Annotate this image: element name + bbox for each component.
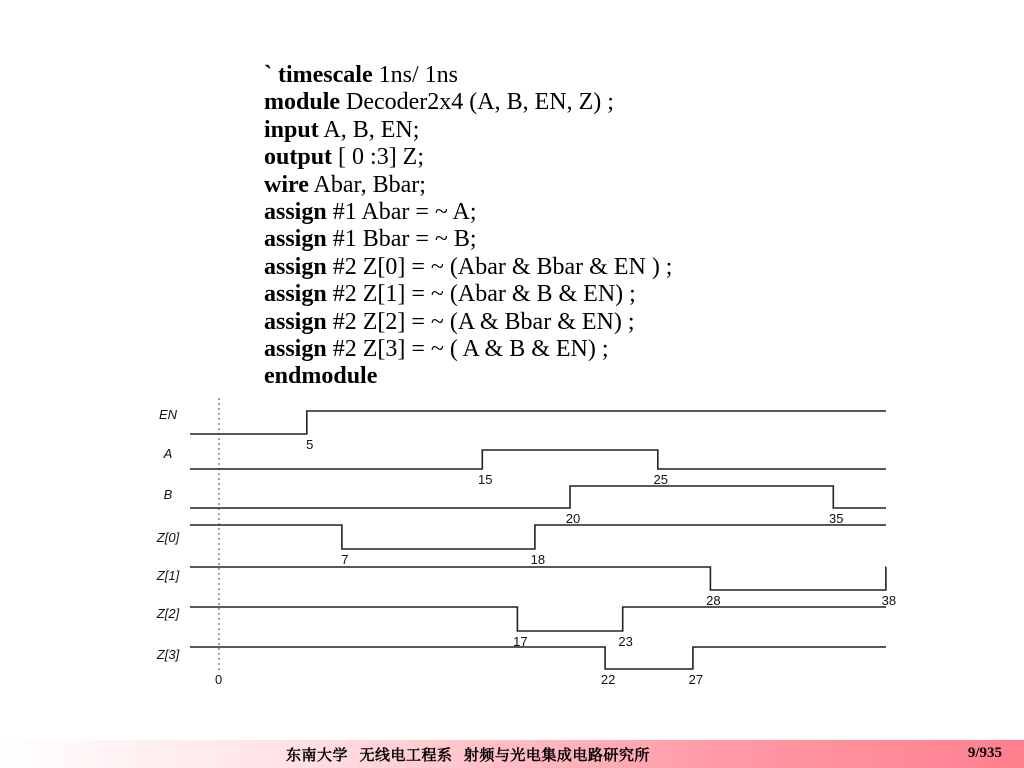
transition-time-label: 17 [513,634,528,649]
code-keyword: wire [264,171,309,198]
code-keyword: endmodule [264,363,378,390]
code-keyword: assign [264,281,327,308]
code-text: #2 Z[2] = ~ (A & Bbar & EN) ; [326,308,635,335]
code-text: #2 Z[1] = ~ (Abar & B & EN) ; [326,281,636,308]
code-text: #1 Abar = ~ A; [326,198,477,225]
code-text: Decoder2x4 (A, B, EN, Z) ; [340,89,614,116]
signal-label: B [163,487,173,502]
code-text: 1ns/ 1ns [372,62,458,88]
transition-time-label: 18 [530,552,546,567]
code-keyword: assign [264,253,327,280]
signal-label: Z[3] [156,647,180,662]
waveform-z2 [190,607,886,631]
code-keyword: assign [264,198,327,225]
code-keyword: assign [264,335,327,362]
code-text: A, B, EN; [318,116,420,143]
signal-label: A [163,446,173,461]
transition-time-label: 7 [341,552,349,567]
transition-time-label: 15 [478,472,493,487]
code-text: #1 Bbar = ~ B; [326,226,477,253]
signal-label: Z[1] [156,568,180,583]
waveform-b [190,486,886,508]
code-text: [ 0 :3] Z; [332,144,425,171]
transition-time-label: 20 [565,511,581,526]
transition-time-label: 25 [653,472,668,487]
transition-time-label: 38 [881,593,897,608]
code-keyword: module [264,89,341,116]
waveform-z3 [190,647,886,669]
code-keyword: ` timescale [264,62,373,88]
code-text: Abar, Bbar; [308,171,426,198]
transition-time-label: 5 [306,437,314,452]
page-number: 9/935 [967,745,1002,761]
time-zero-label: 0 [215,672,223,687]
signal-label: EN [158,407,178,422]
code-keyword: assign [264,308,327,335]
code-text: #2 Z[3] = ~ ( A & B & EN) ; [326,335,609,362]
transition-time-label: 35 [829,511,844,526]
signal-label: Z[2] [156,606,180,621]
code-keyword: output [264,144,333,171]
footer-bar [0,740,1024,768]
waveform-en [190,411,886,434]
waveform-a [190,450,886,469]
transition-time-label: 27 [688,672,704,687]
transition-time-label: 28 [706,593,721,608]
code-text: #2 Z[0] = ~ (Abar & Bbar & EN ) ; [326,253,673,280]
transition-time-label: 22 [600,672,616,687]
footer-title: 东南大学 无线电工程系 射频与光电集成电路研究所 [286,746,650,764]
waveform-z1 [190,567,886,590]
code-keyword: assign [264,226,327,253]
code-keyword: input [264,116,319,143]
waveform-z0 [190,525,886,549]
transition-time-label: 23 [618,634,633,649]
signal-label: Z[0] [156,530,180,545]
